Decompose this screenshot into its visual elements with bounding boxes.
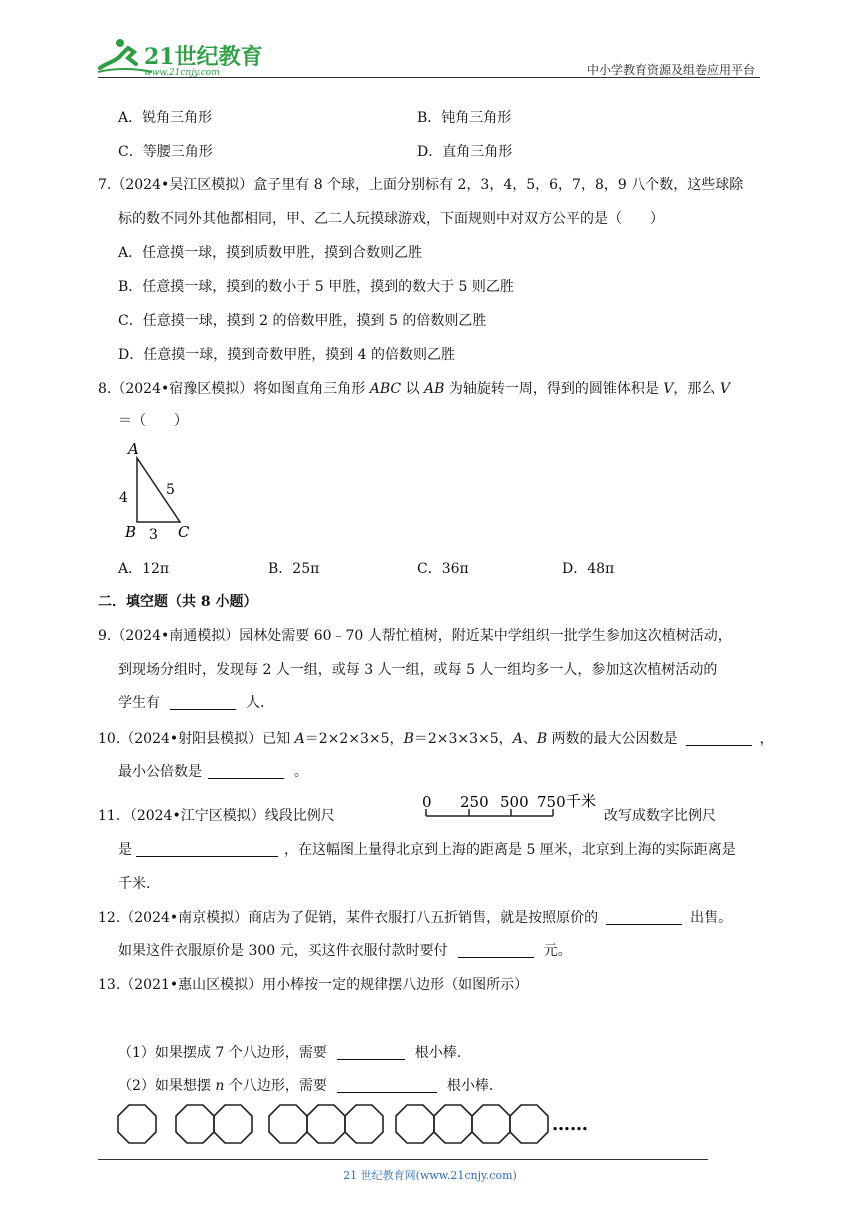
q9-stem-line3: 学生有 人． (118, 695, 274, 711)
q11-stem-line1-a: 11．（2024•江宁区模拟）线段比例尺 (98, 808, 335, 824)
runner-logo-icon (94, 38, 264, 78)
octagon-shape (307, 1105, 345, 1143)
footer-text: 21 世纪教育网(www.21cnjy.com) (343, 1169, 517, 1182)
octagon-shape (472, 1105, 510, 1143)
q8-stem-line2: ＝（ ） (118, 413, 188, 429)
octagon-shape (176, 1105, 214, 1143)
q8-option-d: D．48π (562, 561, 615, 577)
vertex-label-c: C (178, 523, 190, 540)
header-divider (98, 77, 760, 78)
ellipsis-dots: …… (552, 1114, 588, 1135)
scale-tick-label: 0 (422, 793, 432, 811)
octagon-shape (396, 1105, 434, 1143)
answer-blank (606, 910, 682, 925)
q11-stem-line3: 千米. (118, 876, 151, 892)
octagon-pattern-figure (114, 1100, 594, 1150)
q9-stem-line2: 到现场分组时，发现每 2 人一组，或每 3 人一组，或每 5 人一组均多一人，参加这次植树活动的 (118, 662, 718, 678)
side-label-ac: 5 (166, 482, 175, 498)
octagon-shape (434, 1105, 472, 1143)
q6-option-a: A．锐角三角形 (118, 110, 213, 126)
q11-stem-line1-b: 改写成数字比例尺 (604, 808, 716, 824)
q7-option-b: B．任意摸一球，摸到的数小于 5 甲胜，摸到的数大于 5 则乙胜 (118, 279, 514, 295)
octagon-shape (345, 1105, 383, 1143)
q10-stem-line1: 10.（2024•射阳县模拟）已知 A＝2×2×3×5，B＝2×3×3×5，A、B 两数的最大公因数是 ， (98, 731, 774, 747)
scale-tick-label: 750 (537, 793, 566, 811)
octagon-shape (118, 1105, 156, 1143)
logo-url: www.21cnjy.com (144, 68, 220, 78)
answer-blank (337, 1078, 437, 1093)
header-platform-text: 中小学教育资源及组卷应用平台 (586, 63, 755, 77)
answer-blank (170, 695, 236, 710)
vertex-label-b: B (125, 523, 137, 540)
answer-blank (337, 1045, 405, 1060)
q8-option-c: C．36π (417, 561, 469, 577)
line-scale-bar (418, 787, 603, 827)
octagon-shape (510, 1105, 548, 1143)
side-label-bc: 3 (149, 527, 158, 540)
q9-stem-line1: 9.（2024•南通模拟）园林处需要 60﹣70 人帮忙植树，附近某中学组织一批学生参加这次植树活动， (98, 628, 732, 644)
q8-option-a: A．12π (118, 561, 170, 577)
q13-stem-line1: 13.（2021•惠山区模拟）用小棒按一定的规律摆八边形（如图所示） (98, 977, 529, 993)
octagon-shape (214, 1105, 252, 1143)
answer-blank (208, 764, 284, 779)
vertex-label-a: A (128, 440, 139, 458)
section-title-fill-blank: 二．填空题（共 8 小题） (98, 594, 258, 610)
scale-tick-label: 250 (460, 793, 489, 811)
answer-blank (458, 943, 534, 958)
answer-blank (686, 731, 752, 746)
octagon-shape (269, 1105, 307, 1143)
footer-divider (98, 1159, 708, 1160)
q6-option-c: C．等腰三角形 (118, 144, 213, 160)
q8-stem-line1: 8.（2024•宿豫区模拟）将如图直角三角形 ABC 以 AB 为轴旋转一周，得到的圆锥体积是 V，那么 V (98, 381, 730, 397)
scale-tick-label: 500 (500, 793, 529, 811)
right-triangle-figure (112, 438, 192, 540)
q13-sub1: （1）如果摆成 7 个八边形，需要 根小棒. (118, 1045, 462, 1061)
q10-stem-line2: 最小公倍数是 。 (118, 764, 308, 780)
q11-stem-line2: 是 ，在这幅图上量得北京到上海的距离是 5 厘米，北京到上海的实际距离是 (118, 842, 736, 858)
q12-stem-line1: 12.（2024•南京模拟）商店为了促销，某件衣服打八五折销售，就是按照原价的 出售。 (98, 910, 733, 926)
q6-option-b: B．钝角三角形 (417, 110, 512, 126)
logo-text: 21世纪教育 (144, 44, 263, 70)
q7-stem-line2: 标的数不同外其他都相同，甲、乙二人玩摸球游戏，下面规则中对双方公平的是（ ） (118, 211, 664, 227)
q8-option-b: B．25π (268, 561, 320, 577)
site-logo (94, 38, 264, 78)
q6-option-d: D．直角三角形 (417, 144, 513, 160)
q7-stem-line1: 7.（2024•吴江区模拟）盒子里有 8 个球，上面分别标有 2，3，4，5，6，7，8，9 八个数，这些球除 (98, 177, 744, 193)
q13-sub2: （2）如果想摆 n 个八边形，需要 根小棒. (118, 1078, 494, 1094)
q7-option-d: D．任意摸一球，摸到奇数甲胜，摸到 4 的倍数则乙胜 (118, 347, 456, 363)
q7-option-c: C．任意摸一球，摸到 2 的倍数甲胜，摸到 5 的倍数则乙胜 (118, 313, 487, 329)
q7-option-a: A．任意摸一球，摸到质数甲胜，摸到合数则乙胜 (118, 245, 423, 261)
answer-blank (136, 842, 278, 857)
side-label-ab: 4 (119, 490, 128, 506)
scale-unit-label: 千米 (566, 792, 597, 810)
q12-stem-line2: 如果这件衣服原价是 300 元，买这件衣服付款时要付 元。 (118, 943, 572, 959)
